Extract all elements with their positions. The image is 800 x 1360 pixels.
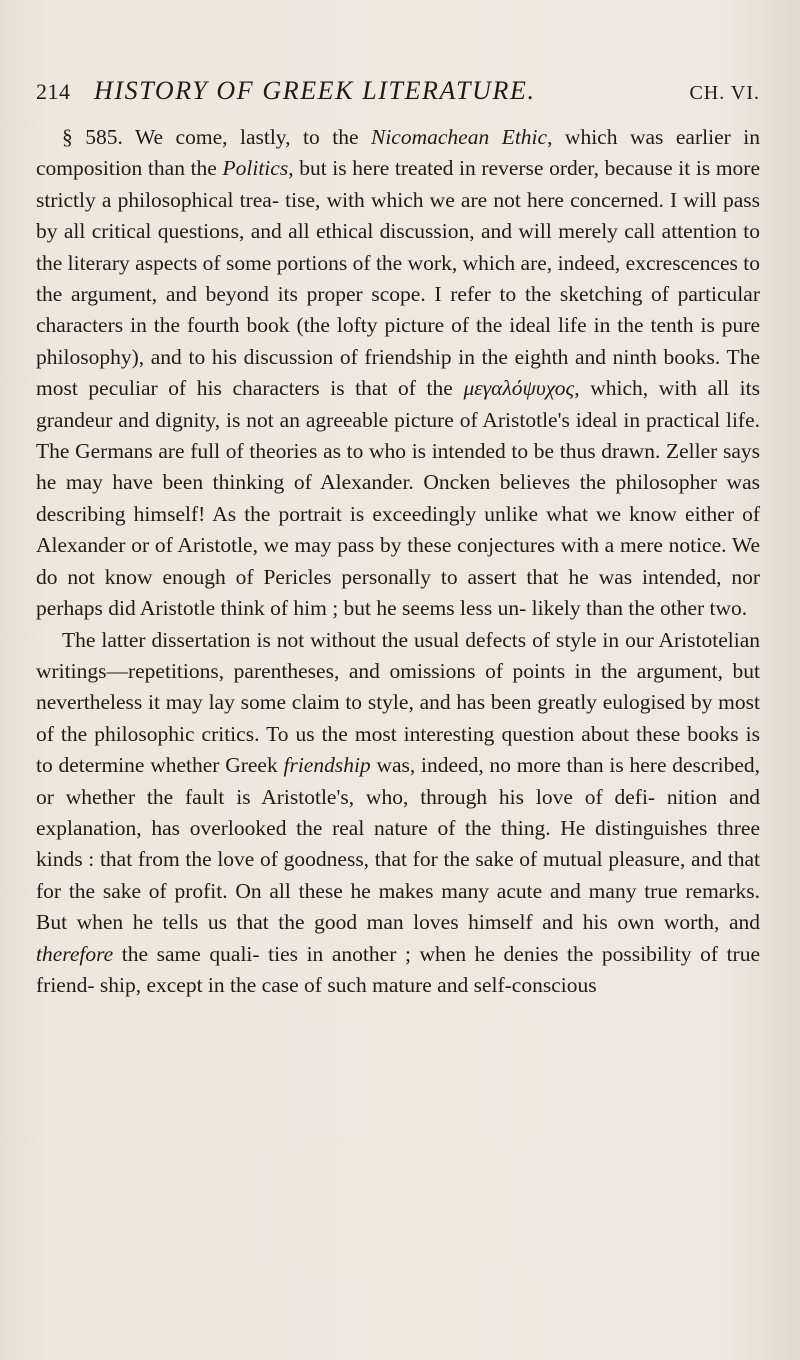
body-text (36, 122, 760, 1001)
page-number: 214 (36, 79, 71, 104)
text-run: , which was earlier in composition than the (36, 125, 760, 181)
chapter-label: CH. VI. (689, 82, 760, 104)
text-run: § 585. We come, lastly, to the (62, 125, 371, 149)
text-run: was, indeed, no more than is here described, or whether the fault is Aristotle's, who, through his love of defi- nition and explanation, has overlooked the real nature of the thing. He distinguishes three kinds : that from the love of goodness, that for the sake of mutual pleasure, and that for the sake of profit. On all these he makes many acute and many true remarks. But when he tells us that the good man loves himself and his own worth, and (36, 753, 761, 935)
running-title: HISTORY OF GREEK LITERATURE. (94, 76, 536, 105)
italic-title-politics: Politics (222, 156, 289, 181)
running-header (36, 76, 760, 108)
italic-word-therefore: therefore (36, 941, 114, 966)
text-run: The latter dissertation is not without the usual defects of style in our Aristotelian writings—repetitions, parentheses, and omissions of points in the argument, but nevertheless it may lay some claim to style, and has been greatly eulogised by most of the philosophic critics. To us the most interesting question about these books is to determine whether Greek (36, 627, 760, 778)
text-run: , which, with all its grandeur and dignity, is not an agreeable picture of Aristotle's ideal in practical life. The Germans are full of theories as to who is intended to be thus drawn. Zeller says he may have been thinking of Alexander. Oncken believes the philosopher was describing himself! As the portrait is exceedingly unlike what we know either of Alexander or of Aristotle, we may pass by these conjectures with a mere notice. We do not know enough of Pericles personally to assert that he was intended, nor perhaps did Aristotle think of him ; but he seems less un- likely than the other two. (36, 376, 760, 621)
italic-word-friendship: friendship (283, 753, 371, 778)
italic-title-nicomachean-ethic: Nicomachean Ethic (370, 125, 548, 149)
text-run: , but is here treated in reverse order, because it is more strictly a philosophical trea- tise, with which we are not here concerned. I will pass by all critical questions, and all ethical discussion, and will merely call attention to the literary aspects of some portions of the work, which are, indeed, excrescences to the argument, and beyond its proper scope. I refer to the sketching of particular characters in the fourth book (the lofty picture of the ideal life in the tenth is pure philosophy), and to his discussion of friendship in the eighth and ninth books. The most peculiar of his characters is that of the (36, 156, 760, 401)
paragraph-section-585 (36, 122, 760, 625)
greek-term: μεγαλόψυχος (463, 376, 575, 401)
text-run: the same quali- ties in another ; when he denies the possibility of true friend- ship, except in the case of such mature and self-conscious (36, 941, 760, 997)
paragraph-friendship (36, 625, 760, 1002)
